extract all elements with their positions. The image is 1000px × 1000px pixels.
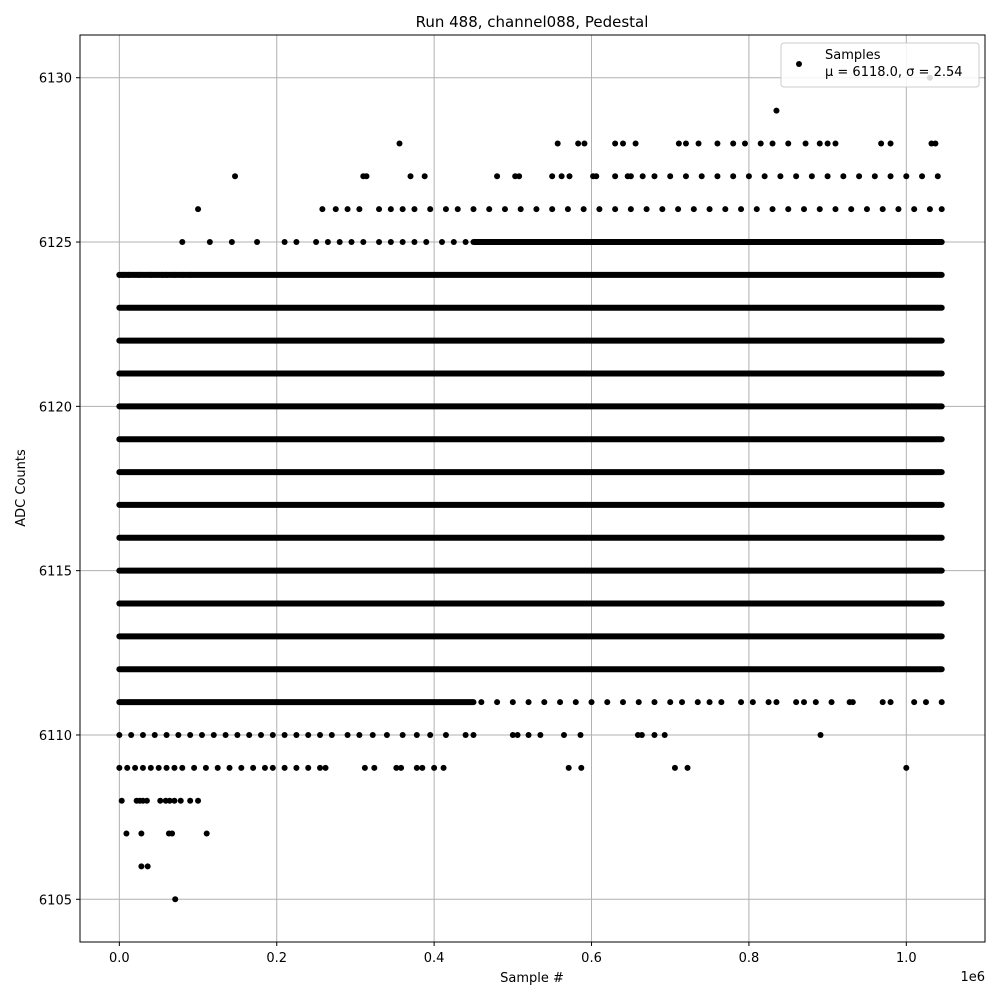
sample-point [305, 765, 311, 771]
y-tick-label: 6105 [38, 893, 72, 909]
sample-point [691, 206, 697, 212]
sample-point [832, 206, 838, 212]
sample-point [179, 765, 185, 771]
sample-point [439, 239, 445, 245]
sample-point [232, 173, 238, 179]
sample-point [470, 206, 476, 212]
sample-point [730, 140, 736, 146]
sample-point [164, 765, 170, 771]
legend-stats-label: μ = 6118.0, σ = 2.54 [825, 65, 963, 80]
sample-point [518, 206, 524, 212]
sample-point [766, 699, 772, 705]
sample-point [140, 765, 146, 771]
sample-point [911, 206, 917, 212]
sample-point [679, 699, 685, 705]
sample-point [549, 173, 555, 179]
sample-point [888, 173, 894, 179]
sample-point [793, 699, 799, 705]
sample-point [559, 173, 565, 179]
sample-point [204, 831, 210, 837]
sample-point [746, 173, 752, 179]
sample-point [516, 173, 522, 179]
sample-point [685, 765, 691, 771]
sample-point [730, 173, 736, 179]
sample-point [376, 239, 382, 245]
sample-point [856, 173, 862, 179]
sample-point [683, 140, 689, 146]
sample-point [850, 699, 856, 705]
sample-point [463, 732, 469, 738]
y-tick-label: 6110 [38, 728, 72, 744]
sample-point [431, 765, 437, 771]
sample-point [773, 699, 779, 705]
sample-point [191, 765, 197, 771]
sample-point [414, 765, 420, 771]
y-tick-label: 6115 [38, 564, 72, 580]
sample-point [195, 206, 201, 212]
sample-point [397, 140, 403, 146]
sample-point [817, 206, 823, 212]
sample-point [455, 206, 461, 212]
sample-point [199, 732, 205, 738]
sample-point [203, 765, 209, 771]
sample-point [293, 732, 299, 738]
sample-point [207, 239, 213, 245]
sample-point [515, 732, 521, 738]
sample-point [832, 140, 838, 146]
x-tick-label: 1.0 [895, 951, 917, 966]
sample-point [441, 765, 447, 771]
sample-point [880, 206, 886, 212]
sample-point [144, 798, 150, 804]
sample-point [770, 206, 776, 212]
y-tick-label: 6120 [38, 400, 72, 416]
sample-point [785, 140, 791, 146]
sample-point [754, 206, 760, 212]
x-tick-label: 0.0 [109, 951, 130, 966]
sample-point [683, 173, 689, 179]
sample-point [246, 732, 252, 738]
sample-point [707, 206, 713, 212]
sample-point [486, 206, 492, 212]
sample-point [636, 699, 642, 705]
sample-point [695, 699, 701, 705]
sample-point [818, 732, 824, 738]
sample-point [270, 765, 276, 771]
sample-point [848, 206, 854, 212]
sample-point [864, 206, 870, 212]
sample-point [356, 732, 362, 738]
sample-point [714, 140, 720, 146]
sample-point [124, 765, 130, 771]
sample-point [801, 699, 807, 705]
sample-point [593, 173, 599, 179]
x-tick-label: 0.8 [738, 951, 760, 966]
sample-point [880, 699, 886, 705]
sample-point [566, 173, 572, 179]
sample-point [250, 765, 256, 771]
sample-point [803, 140, 809, 146]
sample-point [136, 272, 142, 278]
sample-point [423, 239, 429, 245]
sample-point [526, 699, 532, 705]
sample-point [164, 732, 170, 738]
sample-point [157, 798, 163, 804]
sample-point [175, 732, 181, 738]
sample-point [793, 173, 799, 179]
sample-point [400, 732, 406, 738]
sample-point [738, 206, 744, 212]
sample-point [319, 206, 325, 212]
sample-point [714, 173, 720, 179]
sample-point [718, 699, 724, 705]
sample-point [427, 206, 433, 212]
sample-point [116, 765, 122, 771]
sample-point [443, 206, 449, 212]
sample-point [195, 798, 201, 804]
sample-point [738, 699, 744, 705]
sample-point [676, 140, 682, 146]
sample-point [363, 173, 369, 179]
sample-point [411, 206, 417, 212]
sample-point [581, 140, 587, 146]
sample-point [398, 765, 404, 771]
sample-point [533, 206, 539, 212]
sample-point [411, 239, 417, 245]
sample-point [935, 173, 941, 179]
sample-point [337, 239, 343, 245]
sample-point [282, 732, 288, 738]
sample-point [651, 699, 657, 705]
sample-point [612, 140, 618, 146]
sample-point [171, 272, 177, 278]
sample-point [758, 140, 764, 146]
sample-point [620, 699, 626, 705]
sample-point [116, 732, 122, 738]
sample-point [325, 239, 331, 245]
x-axis-label: Sample # [500, 971, 564, 986]
sample-point [662, 732, 668, 738]
sample-point [785, 206, 791, 212]
sample-point [119, 798, 125, 804]
sample-point [145, 863, 151, 869]
sample-point [414, 732, 420, 738]
sample-point [262, 765, 268, 771]
sample-point [566, 765, 572, 771]
sample-point [640, 173, 646, 179]
sample-point [620, 140, 626, 146]
sample-point [565, 206, 571, 212]
sample-point [651, 173, 657, 179]
sample-point [152, 732, 158, 738]
sample-point [903, 173, 909, 179]
sample-point [128, 732, 134, 738]
sample-point [541, 699, 547, 705]
sample-point [696, 140, 702, 146]
sample-point [825, 173, 831, 179]
sample-point [939, 699, 945, 705]
sample-point [878, 140, 884, 146]
sample-point [770, 140, 776, 146]
sample-point [596, 206, 602, 212]
sample-point [612, 173, 618, 179]
sample-point [911, 699, 917, 705]
sample-point [840, 173, 846, 179]
sample-point [575, 140, 581, 146]
sample-point [633, 140, 639, 146]
sample-point [667, 173, 673, 179]
sample-point [234, 732, 240, 738]
sample-point [829, 699, 835, 705]
sample-point [132, 765, 138, 771]
sample-point [628, 206, 634, 212]
sample-point [526, 732, 532, 738]
sample-point [801, 206, 807, 212]
sample-point [762, 173, 768, 179]
sample-point [187, 732, 193, 738]
sample-point [215, 765, 221, 771]
x-tick-label: 0.2 [266, 951, 288, 966]
sample-point [179, 239, 185, 245]
legend-series-name: Samples [825, 48, 881, 63]
sample-point [362, 765, 368, 771]
chart-title: Run 488, channel088, Pedestal [415, 13, 649, 31]
sample-point [561, 732, 567, 738]
sample-point [510, 699, 516, 705]
sample-point [229, 239, 235, 245]
sample-point [317, 732, 323, 738]
sample-point [809, 173, 815, 179]
sample-point [371, 765, 377, 771]
sample-point [178, 798, 184, 804]
sample-point [463, 239, 469, 245]
sample-point [126, 272, 132, 278]
sample-point [923, 699, 929, 705]
sample-point [323, 765, 329, 771]
sample-point [187, 798, 193, 804]
sample-point [187, 272, 193, 278]
sample-point [773, 108, 779, 114]
sample-point [675, 206, 681, 212]
sample-point [345, 206, 351, 212]
sample-point [888, 140, 894, 146]
sample-point [932, 140, 938, 146]
sample-point [317, 765, 323, 771]
sample-point [903, 765, 909, 771]
sample-point [171, 798, 177, 804]
legend-marker [796, 61, 802, 67]
sample-point [494, 173, 500, 179]
sample-point [919, 173, 925, 179]
sample-point [400, 239, 406, 245]
sample-point [427, 732, 433, 738]
sample-point [345, 732, 351, 738]
sample-point [270, 732, 276, 738]
sample-point [478, 699, 484, 705]
sample-point [699, 173, 705, 179]
sample-point [227, 765, 233, 771]
sample-point [612, 206, 618, 212]
sample-point [549, 206, 555, 212]
sample-point [557, 699, 563, 705]
sample-point [872, 173, 878, 179]
y-axis-label: ADC Counts [14, 449, 29, 527]
sample-point [305, 732, 311, 738]
sample-point [939, 206, 945, 212]
sample-point [120, 272, 126, 278]
sample-point [927, 206, 933, 212]
sample-point [470, 732, 476, 738]
sample-point [443, 732, 449, 738]
sample-point [408, 173, 414, 179]
sample-point [313, 239, 319, 245]
sample-point [573, 699, 579, 705]
sample-point [555, 140, 561, 146]
sample-point [604, 699, 610, 705]
sample-point [628, 173, 634, 179]
sample-point [356, 206, 362, 212]
y-tick-label: 6130 [38, 71, 72, 87]
sample-point [258, 732, 264, 738]
sample-point [169, 831, 175, 837]
sample-point [138, 831, 144, 837]
sample-point [360, 239, 366, 245]
sample-point [333, 206, 339, 212]
sample-point [644, 206, 650, 212]
sample-point [578, 732, 584, 738]
sample-point [422, 173, 428, 179]
sample-point [639, 732, 645, 738]
sample-point [123, 831, 129, 837]
sample-point [750, 699, 756, 705]
sample-point [211, 732, 217, 738]
x-tick-label: 0.4 [423, 951, 445, 966]
y-tick-label: 6125 [38, 236, 72, 252]
sample-point [293, 239, 299, 245]
sample-point [825, 140, 831, 146]
sample-point [388, 239, 394, 245]
sample-point [171, 765, 177, 771]
sample-point [254, 239, 260, 245]
sample-point [148, 765, 154, 771]
x-axis-offset-label: 1e6 [960, 970, 985, 985]
sample-point [179, 272, 185, 278]
sample-point [138, 863, 144, 869]
sample-point [672, 765, 678, 771]
legend [781, 43, 979, 87]
sample-point [589, 699, 595, 705]
sample-point [777, 173, 783, 179]
sample-point [148, 272, 154, 278]
sample-point [384, 732, 390, 738]
sample-point [156, 765, 162, 771]
sample-point [537, 732, 543, 738]
sample-point [282, 239, 288, 245]
sample-point [370, 732, 376, 738]
sample-point [419, 765, 425, 771]
sample-point [238, 765, 244, 771]
sample-point [895, 206, 901, 212]
sample-point [817, 140, 823, 146]
sample-point [707, 699, 713, 705]
sample-point [742, 140, 748, 146]
sample-point [502, 206, 508, 212]
sample-point [376, 206, 382, 212]
sample-point [667, 699, 673, 705]
sample-point [388, 206, 394, 212]
sample-point [451, 239, 457, 245]
sample-point [164, 272, 170, 278]
sample-point [651, 732, 657, 738]
sample-point [329, 732, 335, 738]
sample-point [494, 699, 500, 705]
sample-point [659, 206, 665, 212]
sample-point [140, 732, 146, 738]
sample-point [888, 699, 894, 705]
sample-point [813, 699, 819, 705]
sample-point [400, 206, 406, 212]
sample-point [282, 765, 288, 771]
sample-point [223, 732, 229, 738]
sample-point [581, 206, 587, 212]
sample-point [172, 896, 178, 902]
x-tick-label: 0.6 [581, 951, 602, 966]
sample-point [349, 239, 355, 245]
sample-point [722, 206, 728, 212]
sample-point [293, 765, 299, 771]
sample-point [578, 765, 584, 771]
